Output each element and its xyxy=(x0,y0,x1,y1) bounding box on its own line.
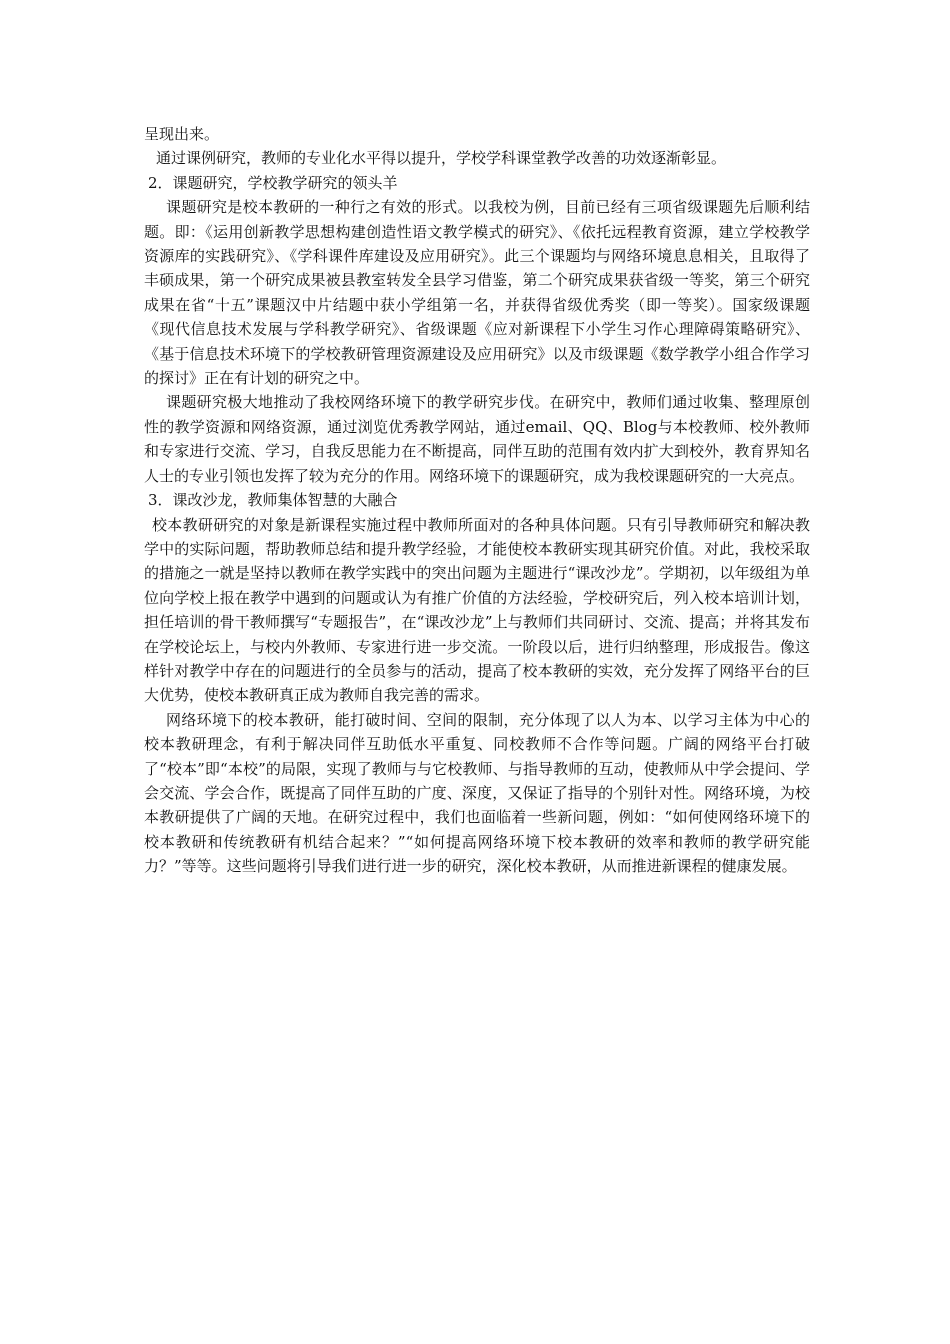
section-heading-2: 2．课题研究，学校教学研究的领头羊 xyxy=(148,173,398,192)
paragraph-conclusion: 网络环境下的校本教研，能打破时间、空间的限制，充分体现了以人为本、以学习主体为中心的校本教研理念，有利于解决同伴互助低水平重复、同校教师不合作等问题。广阔的网络平台打破了“校本”即“本校”的局限，实现了教师与与它校教师、与指导教师的互动，使教师从中学会提问、学会交流、学会合作，既提高了同伴互助的广度、深度，又保证了指导的个别针对性。网络环境，为校本教研提供了广阔的天地。在研究过程中，我们也面临着一些新问题，例如：“如何使网络环境下的校本教研和传统教研有机结合起来？”“如何提高网络环境下校本教研的效率和教师的教学研究能力？”等等。这些问题将引导我们进行进一步的研究，深化校本教研，从而推进新课程的健康发展。 xyxy=(144,710,810,876)
paragraph-project-impact: 课题研究极大地推动了我校网络环境下的教学研究步伐。在研究中，教师们通过收集、整理原创性的教学资源和网络资源，通过浏览优秀教学网站，通过email、QQ、Blog与本校教师、校外教师和专家进行交流、学习，自我反思能力在不断提高，同伴互助的范围有效内扩大到校外，教育界知名人士的专业引领也发挥了较为充分的作用。网络环境下的课题研究，成为我校课题研究的一大亮点。 xyxy=(144,393,810,485)
paragraph-continuation: 呈现出来。 xyxy=(144,125,220,143)
paragraph-salon: 校本教研研究的对象是新课程实施过程中教师所面对的各种具体问题。只有引导教师研究和解决教学中的实际问题，帮助教师总结和提升教学经验，才能使校本教研实现其研究价值。对此，我校采取的措施之一就是坚持以教师在教学实践中的突出问题为主题进行“课改沙龙”。学期初，以年级组为单位向学校上报在教学中遇到的问题或认为有推广价值的方法经验，学校研究后，列入校本培训计划，担任培训的骨干教师撰写“专题报告”，在“课改沙龙”上与教师们共同研讨、交流、提高；并将其发布在学校论坛上，与校内外教师、专家进行进一步交流。一阶段以后，进行归纳整理，形成报告。像这样针对教学中存在的问题进行的全员参与的活动，提高了校本教研的实效，充分发挥了网络平台的巨大优势，使校本教研真正成为教师自我完善的需求。 xyxy=(144,515,810,705)
document-body xyxy=(144,122,810,879)
section-heading-3: 3．课改沙龙，教师集体智慧的大融合 xyxy=(148,491,398,510)
paragraph-case-study-summary: 通过课例研究，教师的专业化水平得以提升，学校学科课堂教学改善的功效逐渐彰显。 xyxy=(156,149,727,168)
paragraph-project-research: 课题研究是校本教研的一种行之有效的形式。以我校为例，目前已经有三项省级课题先后顺利结题。即：《运用创新教学思想构建创造性语文教学模式的研究》、《依托远程教育资源，建立学校教学资源库的实践研究》、《学科课件库建设及应用研究》。此三个课题均与网络环境息息相关，且取得了丰硕成果，第一个研究成果被县教室转发全县学习借鉴，第二个研究成果获省级一等奖，第三个研究成果在省“十五”课题汉中片结题中获小学组第一名，并获得省级优秀奖（即一等奖）。国家级课题《现代信息技术发展与学科教学研究》、省级课题《应对新课程下小学生习作心理障碍策略研究》、《基于信息技术环境下的学校教研管理资源建设及应用研究》以及市级课题《数学教学小组合作学习的探讨》正在有计划的研究之中。 xyxy=(144,198,810,388)
